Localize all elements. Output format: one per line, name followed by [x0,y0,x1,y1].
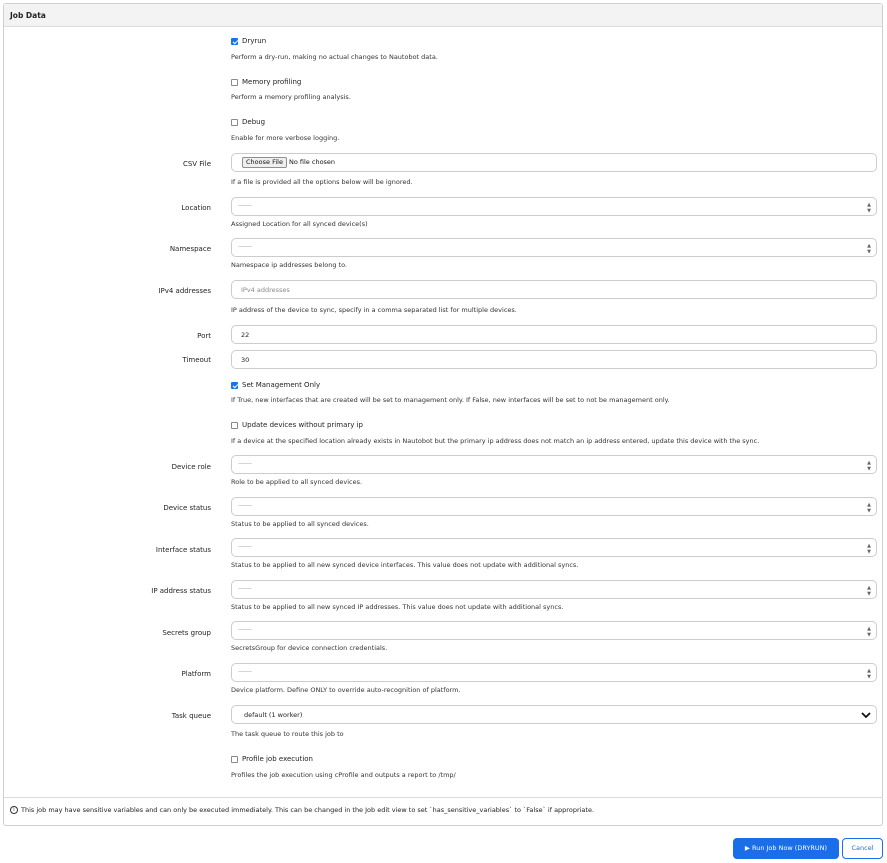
ip-status-select[interactable] [231,580,877,599]
update-no-primary-label: Update devices without primary ip [242,421,363,429]
debug-label: Debug [242,118,266,126]
port-input[interactable] [231,325,877,344]
ipv4-input[interactable] [231,280,877,299]
timeout-input[interactable] [231,350,877,369]
cancel-button[interactable]: Cancel [842,838,883,859]
namespace-value: --------- [238,244,252,250]
location-value: --------- [238,203,252,209]
run-job-button[interactable]: ▶ Run Job Now (DRYRUN) [733,838,839,859]
csv-file-help: If a file is provided all the options below will be ignored. [231,178,413,186]
task-queue-value: default (1 worker) [244,711,303,719]
sensitive-variables-note [4,797,883,822]
device-status-help: Status to be applied to all synced devices. [231,520,369,528]
device-role-label: Device role [171,463,211,471]
namespace-select[interactable] [231,238,877,257]
update-no-primary-checkbox[interactable] [231,421,363,429]
dryrun-check-icon[interactable] [231,38,238,45]
update-no-primary-help: If a device at the specified location already exists in Nautobot but the primary ip address does not match an ip address entered, update this device with the sync. [231,437,760,445]
ipv4-label: IPv4 addresses [158,287,211,295]
task-queue-label: Task queue [171,712,211,720]
memory-profiling-checkbox[interactable] [231,78,301,86]
platform-value: --------- [238,669,252,675]
job-data-panel [3,3,883,826]
port-value: 22 [241,331,250,339]
profile-exec-checkbox[interactable] [231,755,313,763]
set-mgmt-checkbox[interactable] [231,381,320,389]
ipv4-placeholder: IPv4 addresses [241,286,290,294]
debug-checkbox[interactable] [231,118,265,126]
caret-icon: ▲ ▼ [867,626,871,638]
caret-icon: ▲ ▼ [867,460,871,472]
memory-profiling-label: Memory profiling [242,78,302,86]
profile-exec-help: Profiles the job execution using cProfile and outputs a report to /tmp/ [231,771,456,779]
location-select[interactable] [231,197,877,216]
interface-status-select[interactable] [231,538,877,557]
debug-help: Enable for more verbose logging. [231,134,340,142]
caret-icon: ▲ ▼ [867,585,871,597]
profile-exec-check-icon[interactable] [231,756,238,763]
platform-label: Platform [181,670,211,678]
set-mgmt-check-icon[interactable] [231,382,238,389]
ip-status-value: --------- [238,586,252,592]
set-mgmt-help: If True, new interfaces that are created will be set to management only. If False, new interfaces will be set to not be management only. [231,396,670,404]
chevron-down-icon [860,709,872,721]
ipv4-help: IP address of the device to sync, specify in a comma separated list for multiple devices. [231,306,517,314]
namespace-label: Namespace [169,245,211,253]
secrets-group-label: Secrets group [162,629,211,637]
namespace-help: Namespace ip addresses belong to. [231,261,347,269]
secrets-group-value: --------- [238,627,252,633]
interface-status-help: Status to be applied to all new synced device interfaces. This value does not update with additional syncs. [231,561,579,569]
note-text: This job may have sensitive variables and can only be executed immediately. This can be changed in the Job edit view to set `has_sensitive_variables` to `False` if appropriate. [21,806,595,814]
memory-profiling-help: Perform a memory profiling analysis. [231,93,351,101]
ip-status-help: Status to be applied to all new synced IP addresses. This value does not update with additional syncs. [231,603,564,611]
interface-status-label: Interface status [155,546,211,554]
task-queue-help: The task queue to route this job to [231,730,344,738]
platform-select[interactable] [231,663,877,682]
dryrun-checkbox[interactable] [231,37,266,45]
update-no-primary-check-icon[interactable] [231,422,238,429]
location-label: Location [181,204,211,212]
ip-status-label: IP address status [151,587,211,595]
location-help: Assigned Location for all synced device(s) [231,220,368,228]
file-status: No file chosen [289,158,336,166]
dryrun-help: Perform a dry-run, making no actual changes to Nautobot data. [231,53,438,61]
panel-title: Job Data [10,11,46,20]
debug-check-icon[interactable] [231,119,238,126]
caret-icon: ▲ ▼ [867,543,871,555]
timeout-value: 30 [241,356,250,364]
memory-profiling-check-icon[interactable] [231,79,238,86]
device-status-label: Device status [163,504,211,512]
caret-icon: ▲ ▼ [867,668,871,680]
task-queue-select[interactable] [231,705,877,724]
caret-icon: ▲ ▼ [867,502,871,514]
platform-help: Device platform. Define ONLY to override auto-recognition of platform. [231,686,461,694]
csv-file-label: CSV File [182,160,211,168]
caret-icon: ▲ ▼ [867,202,871,214]
device-role-value: --------- [238,461,252,467]
caret-icon: ▲ ▼ [867,243,871,255]
device-role-select[interactable] [231,455,877,474]
csv-file-input[interactable] [231,153,877,172]
device-status-select[interactable] [231,497,877,516]
dryrun-label: Dryrun [242,37,267,45]
set-mgmt-label: Set Management Only [242,381,321,389]
device-role-help: Role to be applied to all synced devices. [231,478,363,486]
device-status-value: --------- [238,503,252,509]
panel-heading [4,4,882,27]
secrets-group-help: SecretsGroup for device connection credentials. [231,644,388,652]
interface-status-value: --------- [238,544,252,550]
choose-file-button[interactable]: Choose File [242,157,287,168]
timeout-label: Timeout [182,356,211,364]
info-icon: i [10,806,18,814]
profile-exec-label: Profile job execution [242,755,313,763]
port-label: Port [197,332,211,340]
secrets-group-select[interactable] [231,621,877,640]
